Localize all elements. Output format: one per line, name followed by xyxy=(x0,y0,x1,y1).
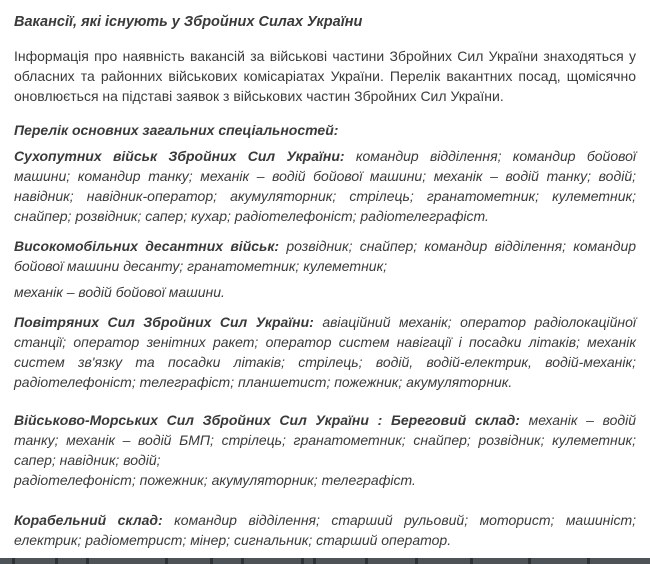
section-navy-coastal-lead: Військово-Морських Сил Збройних Сил України : Береговий склад: xyxy=(14,412,520,428)
table-column-divider xyxy=(86,558,89,564)
section-air-force xyxy=(14,312,636,392)
table-column-divider xyxy=(55,558,58,564)
section-air-force-body: авіаційний механік; оператор радіолокаційної станції; оператор зенітних ракет; оператор систем навігації і посадки літаків; механік систем зв'язку та посадки літаків; стрілець; водій, водій-електрик, водій-механік; радіотелефоніст; телеграфіст; планшетист; пожежник; акумуляторник. xyxy=(14,314,636,390)
table-column-divider xyxy=(528,558,531,564)
table-column-divider xyxy=(313,558,316,564)
section-air-force-lead: Повітряних Сил Збройних Сил України: xyxy=(14,314,314,330)
section-ship-crew xyxy=(14,510,636,550)
section-airmobile-continuation: механік – водій бойової машини. xyxy=(14,284,225,300)
section-airmobile-body: розвідник; снайпер; командир відділення; командир бойової машини десанту; гранатометник; кулеметник; xyxy=(14,238,637,274)
section-ship-crew-lead: Корабельний склад: xyxy=(14,512,163,528)
section-ground-forces xyxy=(14,146,636,226)
table-column-divider xyxy=(12,558,15,564)
table-column-divider xyxy=(301,558,304,564)
section-navy-coastal-body: механік – водій танку; механік – водій БМП; стрілець; гранатометник; снайпер; розвідник; кулеметник; сапер; навідник; водій; xyxy=(14,412,637,468)
intro-paragraph: Інформація про наявність вакансій за військові частини Збройних Сил України знаходяться у обласних та районних військових комісаріатах України. Перелік вакантних посад, щомісячно оновлюється на підставі заявок з військових частин Збройних Сил України. xyxy=(14,48,636,104)
table-column-divider xyxy=(210,558,213,564)
table-column-divider xyxy=(165,558,168,564)
table-column-divider xyxy=(241,558,244,564)
table-column-divider xyxy=(587,558,590,564)
table-column-divider xyxy=(365,558,368,564)
section-ship-crew-body: командир відділення; старший рульовий; моторист; машиніст; електрик; радіометрист; мінер; сигнальник; старший оператор. xyxy=(14,512,636,548)
specialties-heading: Перелік основних загальних спеціальностей: xyxy=(14,122,339,138)
page-title: Вакансії, які існують у Збройних Силах України xyxy=(14,14,363,30)
section-navy-coastal xyxy=(14,410,636,490)
section-navy-coastal-body-line2: радіотелефоніст; пожежник; акумуляторник; телеграфіст. xyxy=(14,472,416,488)
table-column-divider xyxy=(415,558,418,564)
section-airmobile-lead: Високомобільних десантних військ: xyxy=(14,238,280,254)
section-airmobile xyxy=(14,236,636,276)
bottom-table-edge xyxy=(0,558,650,564)
table-column-divider xyxy=(470,558,473,564)
section-ground-forces-body: командир відділення; командир бойової машини; командир танку; механік – водій бойової машини; механік – водій танку; водій; навідник; навідник-оператор; акумуляторник; стрілець; гранатометник; кулеметник; снайпер; розвідник; сапер; кухар; радіотелефоніст; радіотелеграфіст. xyxy=(14,148,636,224)
section-ground-forces-lead: Сухопутних військ Збройних Сил України: xyxy=(14,148,345,164)
